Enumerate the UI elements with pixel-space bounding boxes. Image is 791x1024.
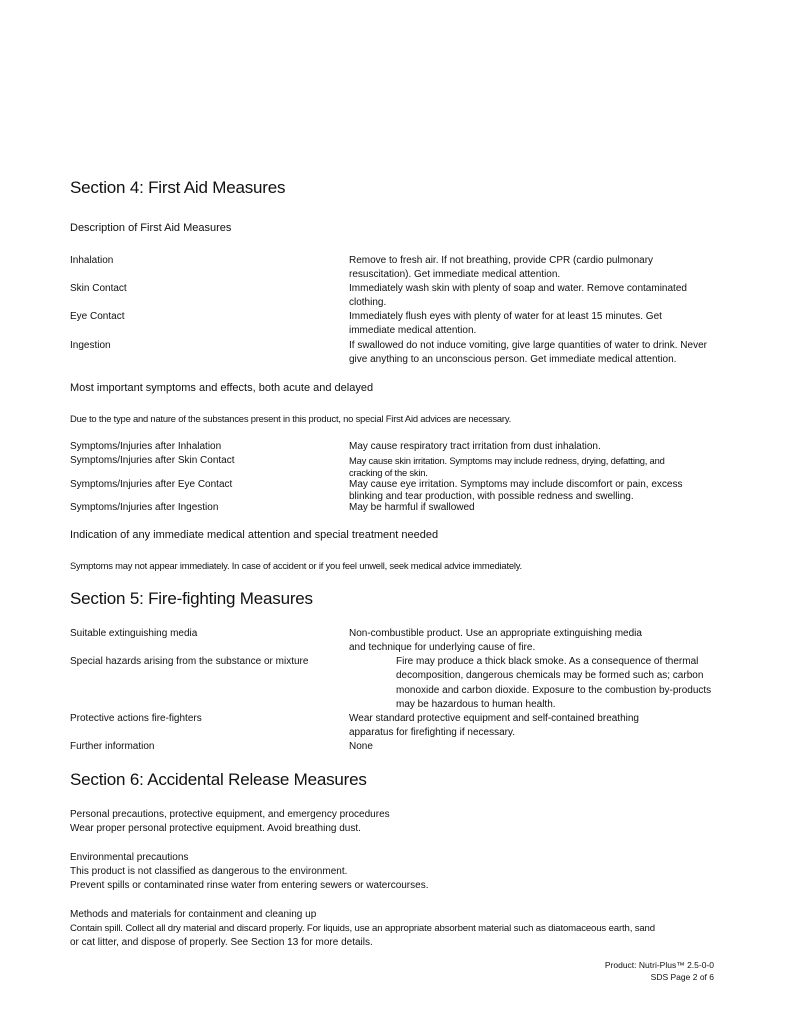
symptom-text: blinking and tear production, with possible redness and swelling. [349,491,634,502]
first-aid-label: Eye Contact [70,311,125,322]
release-text: This product is not classified as dangerous to the environment. [70,866,348,877]
release-text: or cat litter, and dispose of properly. See Section 13 for more details. [70,937,373,948]
symptom-text: May cause eye irritation. Symptoms may include discomfort or pain, excess [349,479,683,490]
symptom-label: Symptoms/Injuries after Skin Contact [70,455,235,466]
fire-label: Further information [70,741,155,752]
fire-label: Suitable extinguishing media [70,628,198,639]
immediate-attention-text: Symptoms may not appear immediately. In case of accident or if you feel unwell, seek medical advice immediately. [70,560,522,571]
fire-text: Fire may produce a thick black smoke. As a consequence of thermal [396,656,699,667]
fire-text: None [349,741,373,752]
fire-text: monoxide and carbon dioxide. Exposure to the combustion by-products [396,685,712,696]
release-text: Prevent spills or contaminated rinse water from entering sewers or watercourses. [70,880,429,891]
section-4-title: Section 4: First Aid Measures [70,178,286,197]
fire-text: may be hazardous to human health. [396,699,556,710]
fire-label: Special hazards arising from the substance or mixture [70,656,309,667]
release-text: Contain spill. Collect all dry material and discard properly. For liquids, use an appropriate absorbent material such as diatomaceous earth, sand [70,923,655,934]
first-aid-text: Immediately flush eyes with plenty of water for at least 15 minutes. Get [349,311,662,322]
symptom-label: Symptoms/Injuries after Ingestion [70,502,219,513]
symptom-text: cracking of the skin. [349,467,428,478]
first-aid-label: Inhalation [70,255,114,266]
description-heading: Description of First Aid Measures [70,222,232,234]
first-aid-text: resuscitation). Get immediate medical attention. [349,269,561,280]
fire-text: decomposition, dangerous chemicals may be formed such as; carbon [396,670,704,681]
footer-page-number: SDS Page 2 of 6 [650,972,714,982]
footer-product: Product: Nutri-Plus™ 2.5-0-0 [604,960,714,970]
fire-text: apparatus for firefighting if necessary. [349,727,516,738]
release-heading: Personal precautions, protective equipment, and emergency procedures [70,809,390,820]
section-6-title: Section 6: Accidental Release Measures [70,770,367,789]
fire-text: Wear standard protective equipment and self-contained breathing [349,713,639,724]
first-aid-text: clothing. [349,297,387,308]
immediate-attention-heading: Indication of any immediate medical attention and special treatment needed [70,529,439,541]
release-text: Wear proper personal protective equipment. Avoid breathing dust. [70,823,361,834]
section-5-title: Section 5: Fire-fighting Measures [70,589,313,608]
symptom-label: Symptoms/Injuries after Inhalation [70,441,222,452]
symptom-label: Symptoms/Injuries after Eye Contact [70,479,233,490]
fire-text: Non-combustible product. Use an appropriate extinguishing media [349,628,642,639]
symptom-text: May cause skin irritation. Symptoms may include redness, drying, defatting, and [349,455,665,466]
symptom-text: May cause respiratory tract irritation from dust inhalation. [349,441,601,452]
first-aid-text: Immediately wash skin with plenty of soap and water. Remove contaminated [349,283,687,294]
first-aid-text: give anything to an unconscious person. Get immediate medical attention. [349,354,677,365]
first-aid-text: immediate medical attention. [349,325,477,336]
symptom-text: May be harmful if swallowed [349,502,475,513]
fire-text: and technique for underlying cause of fire. [349,642,536,653]
first-aid-text: If swallowed do not induce vomiting, give large quantities of water to drink. Never [349,340,707,351]
symptoms-heading: Most important symptoms and effects, both acute and delayed [70,382,374,394]
release-heading: Methods and materials for containment and cleaning up [70,909,317,920]
release-heading: Environmental precautions [70,852,189,863]
symptoms-intro: Due to the type and nature of the substances present in this product, no special First Aid advices are necessary. [70,413,512,424]
first-aid-label: Ingestion [70,340,111,351]
first-aid-text: Remove to fresh air. If not breathing, provide CPR (cardio pulmonary [349,255,654,266]
fire-label: Protective actions fire-fighters [70,713,202,724]
first-aid-label: Skin Contact [70,283,127,294]
